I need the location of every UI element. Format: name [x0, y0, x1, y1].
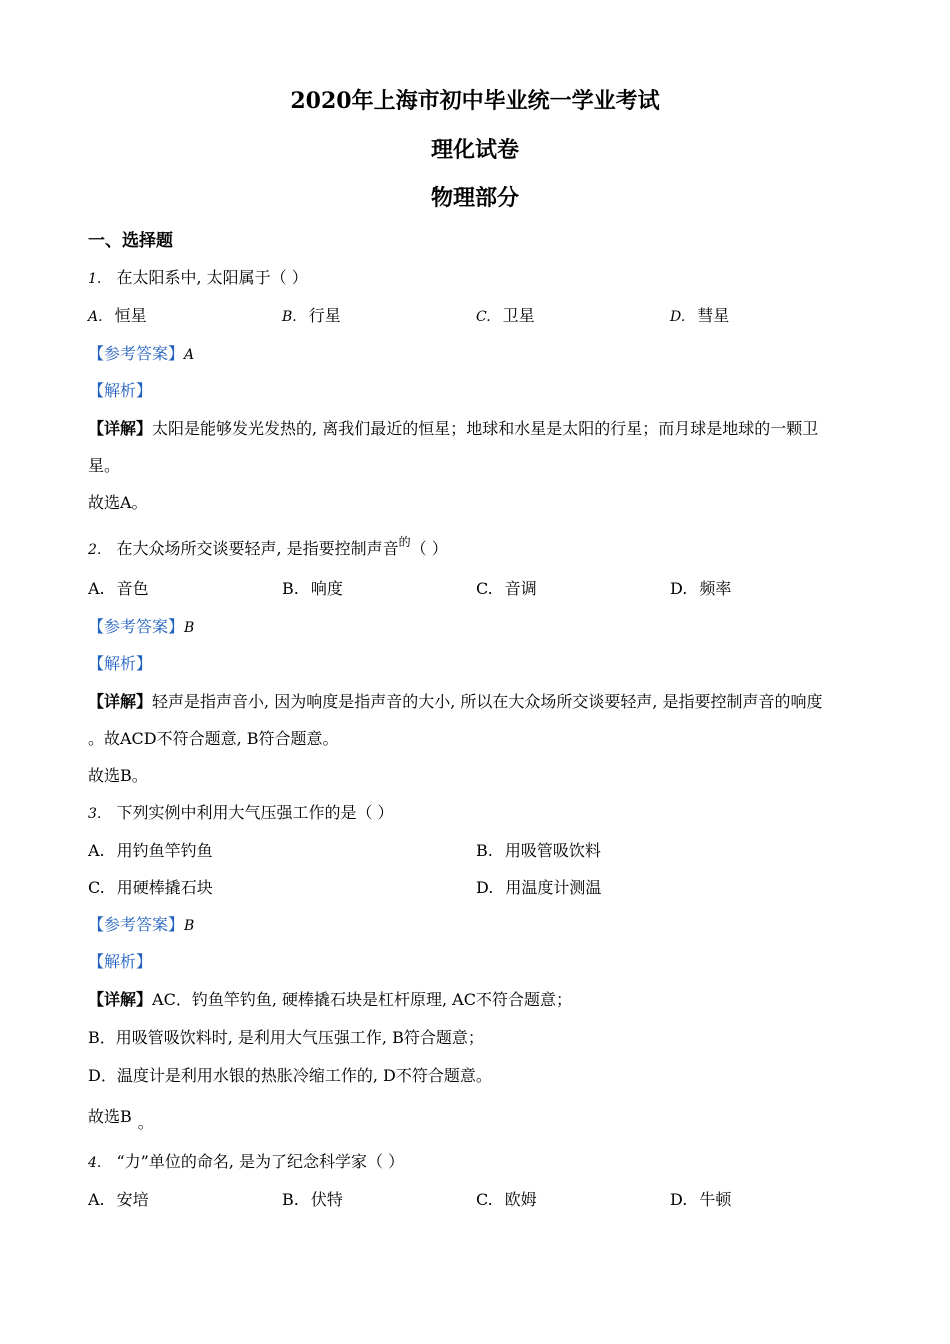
- analysis-label: 【解析】: [88, 952, 153, 971]
- option-d: D. 彗星: [670, 306, 730, 325]
- paper-title: 理化试卷: [430, 137, 519, 163]
- detail-line: 【详解】太阳是能够发光发热的, 离我们最近的恒星；地球和水星是太阳的行星；而月球是地球的一颗卫: [88, 419, 819, 438]
- question-stem: 下列实例中利用大气压强工作的是（ ）: [116, 803, 394, 822]
- option-d: D. 用温度计测温: [476, 878, 602, 897]
- question-number: 4.: [88, 1155, 102, 1171]
- conclusion: 故选A。: [88, 493, 148, 512]
- exam-title: 2020年上海市初中毕业统一学业考试: [290, 88, 660, 114]
- section-heading: 一、选择题: [88, 231, 173, 251]
- superscript: 的: [398, 535, 411, 549]
- question-3: [88, 802, 394, 825]
- question-stem: 在太阳系中, 太阳属于（ ）: [116, 268, 308, 287]
- conclusion: 故选B 。: [88, 1107, 154, 1132]
- conclusion: 故选B。: [88, 766, 148, 785]
- option-a: A. 安培: [88, 1190, 149, 1209]
- option-b: B. 用吸管吸饮料: [476, 841, 601, 860]
- detail-line: 【详解】轻声是指声音小, 因为响度是指声音的大小, 所以在大众场所交谈要轻声, 是指要控制声音的响度: [88, 692, 823, 711]
- question-number: 3.: [88, 806, 102, 822]
- option-b: B. 响度: [282, 579, 343, 598]
- detail-line: B．用吸管吸饮料时, 是利用大气压强工作, B符合题意；: [88, 1028, 484, 1047]
- detail-line: 。故ACD不符合题意, B符合题意。: [88, 729, 339, 748]
- option-c: C. 用硬棒撬石块: [88, 878, 213, 897]
- question-2: 2. 在大众场所交谈要轻声, 是指要控制声音$^的$（ ）: [88, 535, 448, 558]
- option-a: A. 音色: [88, 579, 149, 598]
- question-stem: 在大众场所交谈要轻声, 是指要控制声音: [116, 539, 399, 558]
- option-b: B. 行星: [282, 306, 341, 325]
- option-c: C. 卫星: [476, 306, 535, 325]
- option-a: A. 用钓鱼竿钓鱼: [88, 841, 213, 860]
- answer-line: 【参考答案】B: [88, 915, 195, 934]
- option-a: A. 恒星: [88, 306, 147, 325]
- analysis-label: 【解析】: [88, 654, 153, 673]
- option-d: D. 牛顿: [670, 1190, 732, 1209]
- question-1: [88, 267, 308, 290]
- option-b: B. 伏特: [282, 1190, 343, 1209]
- option-c: C. 欧姆: [476, 1190, 537, 1209]
- question-4: [88, 1151, 404, 1174]
- part-title: 物理部分: [430, 185, 519, 211]
- answer-line: 【参考答案】A: [88, 344, 195, 363]
- option-c: C. 音调: [476, 579, 537, 598]
- detail-line: D．温度计是利用水银的热胀冷缩工作的, D不符合题意。: [88, 1066, 492, 1085]
- answer-line: 【参考答案】B: [88, 617, 195, 636]
- detail-line: 星。: [88, 456, 121, 475]
- question-number: 1.: [88, 271, 102, 287]
- question-number: 2.: [88, 542, 102, 558]
- option-d: D. 频率: [670, 579, 732, 598]
- detail-line: 【详解】AC．钓鱼竿钓鱼, 硬棒撬石块是杠杆原理, AC不符合题意；: [88, 990, 572, 1009]
- analysis-label: 【解析】: [88, 381, 153, 400]
- question-stem: “力”单位的命名, 是为了纪念科学家（ ）: [116, 1152, 405, 1171]
